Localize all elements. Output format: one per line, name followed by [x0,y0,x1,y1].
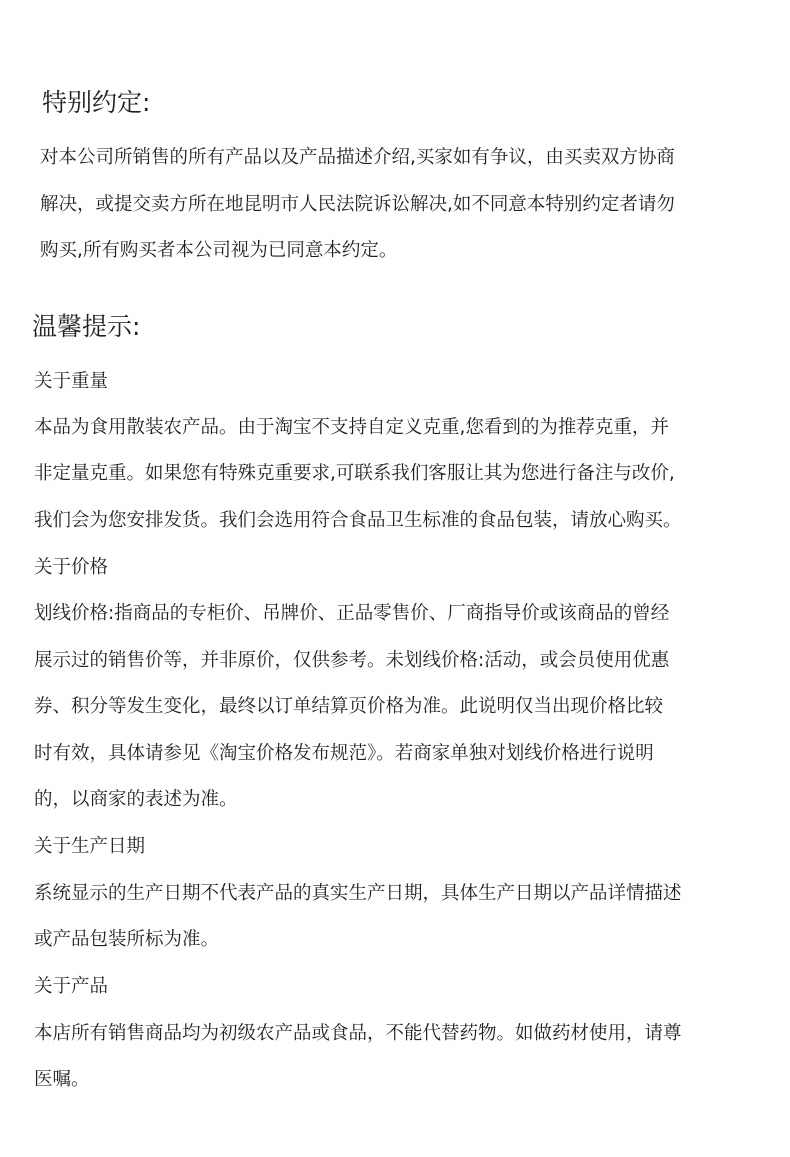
special-agreement-line: 解决，或提交卖方所在地昆明市人民法院诉讼解决,如不同意本特别约定者请勿 [40,194,675,215]
weight-line: 本品为食用散装农产品。由于淘宝不支持自定义克重,您看到的为推荐克重，并 [34,417,669,438]
special-agreement-heading: 特别约定: [42,88,151,117]
product-line: 医嘱。 [34,1069,90,1090]
special-agreement-line: 对本公司所销售的所有产品以及产品描述介绍,买家如有争议，由买卖双方协商 [40,147,675,168]
price-line: 的，以商家的表述为准。 [34,789,238,810]
tips-heading: 温馨提示: [32,312,141,341]
product-subheading: 关于产品 [34,976,109,997]
price-line: 划线价格:指商品的专柜价、吊牌价、正品零售价、厂商指导价或该商品的曾经 [34,603,670,624]
weight-line: 我们会为您安排发货。我们会选用符合食品卫生标准的食品包装，请放心购买。 [34,510,682,531]
price-subheading: 关于价格 [34,557,109,578]
product-line: 本店所有销售商品均为初级农产品或食品，不能代替药物。如做药材使用，请尊 [34,1023,682,1044]
weight-line: 非定量克重。如果您有特殊克重要求,可联系我们客服让其为您进行备注与改价, [34,463,675,484]
price-line: 展示过的销售价等，并非原价，仅供参考。未划线价格:活动，或会员使用优惠 [34,650,670,671]
production-date-line: 或产品包装所标为准。 [34,929,220,950]
price-line: 券、积分等发生变化，最终以订单结算页价格为准。此说明仅当出现价格比较 [34,696,664,717]
production-date-line: 系统显示的生产日期不代表产品的真实生产日期，具体生产日期以产品详情描述 [34,883,682,904]
special-agreement-line: 购买,所有购买者本公司视为已同意本约定。 [40,240,398,261]
weight-subheading: 关于重量 [34,371,109,392]
production-date-subheading: 关于生产日期 [34,836,146,857]
price-line: 时有效，具体请参见《淘宝价格发布规范》。若商家单独对划线价格进行说明 [34,743,654,764]
